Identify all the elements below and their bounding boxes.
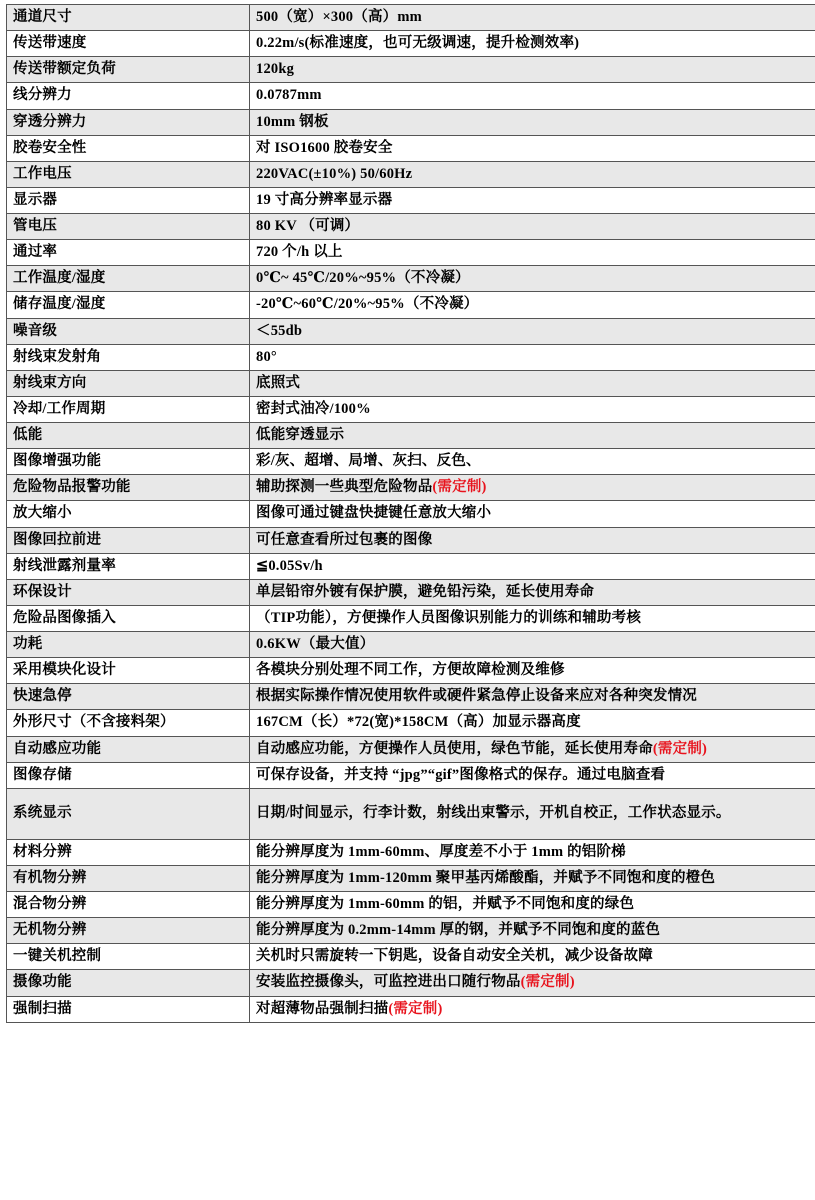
table-row — [7, 527, 815, 553]
spec-value-text: 日期/时间显示，行李计数，射线出束警示，开机自校正，工作状态显示。 — [256, 805, 731, 822]
spec-value-text: 对超薄物品强制扫描 — [256, 1000, 389, 1017]
spec-label: 有机物分辨 — [7, 865, 250, 891]
spec-value-note: (需定制) — [652, 740, 708, 757]
spec-value-text: 各模块分别处理不同工作，方便故障检测及维修 — [256, 662, 565, 679]
table-row — [7, 214, 815, 240]
specification-table — [6, 4, 815, 1023]
table-row — [7, 135, 815, 161]
spec-value-text: 自动感应功能，方便操作人员使用，绿色节能，延长使用寿命 — [256, 740, 653, 757]
spec-label: 通道尺寸 — [7, 5, 250, 31]
spec-value-note: (需定制) — [520, 974, 575, 991]
spec-value-text: 可任意查看所过包裹的图像 — [256, 531, 433, 548]
spec-label: 胶卷安全性 — [7, 135, 250, 161]
spec-value — [250, 423, 815, 449]
spec-value — [250, 684, 815, 710]
spec-label: 管电压 — [7, 214, 250, 240]
spec-value-text: 关机时只需旋转一下钥匙，设备自动安全关机，减少设备故障 — [256, 948, 653, 965]
spec-value-text: 167CM（长）*72(宽)*158CM（高）加显示器高度 — [256, 714, 581, 731]
table-row — [7, 579, 815, 605]
spec-value-text: 0.22m/s(标准速度，也可无级调速，提升检测效率) — [256, 35, 580, 52]
spec-label: 噪音级 — [7, 318, 250, 344]
spec-value-text: 辅助探测一些典型危险物品 — [256, 479, 433, 496]
spec-label: 自动感应功能 — [7, 736, 250, 762]
spec-value-text: 能分辨厚度为 1mm-60mm 的铝，并赋予不同饱和度的绿色 — [256, 896, 635, 912]
spec-label: 射线泄露剂量率 — [7, 553, 250, 579]
table-row — [7, 684, 815, 710]
spec-label: 储存温度/湿度 — [7, 292, 250, 318]
table-row — [7, 892, 815, 918]
table-row — [7, 788, 815, 839]
spec-value — [250, 266, 815, 292]
spec-value-text: 能分辨厚度为 0.2mm-14mm 厚的钢，并赋予不同饱和度的蓝色 — [256, 922, 661, 939]
spec-label: 功耗 — [7, 632, 250, 658]
spec-label: 工作温度/湿度 — [7, 266, 250, 292]
spec-value — [250, 605, 815, 631]
spec-value-text: 80° — [256, 348, 277, 365]
spec-label: 显示器 — [7, 187, 250, 213]
spec-value — [250, 918, 815, 944]
spec-value — [250, 553, 815, 579]
spec-value-text: 单层铅帘外镀有保护膜，避免铅污染，延长使用寿命 — [256, 583, 595, 600]
table-row — [7, 423, 815, 449]
table-row — [7, 240, 815, 266]
spec-value — [250, 109, 815, 135]
spec-value — [250, 83, 815, 109]
spec-label: 射线束方向 — [7, 370, 250, 396]
spec-value-note: (需定制) — [388, 1000, 443, 1017]
spec-value-text: 80 KV （可调） — [256, 218, 360, 234]
table-row — [7, 944, 815, 970]
table-row — [7, 396, 815, 422]
table-row — [7, 5, 815, 31]
spec-value-note: (需定制) — [432, 479, 487, 496]
spec-value-text: 密封式油冷/100% — [256, 400, 371, 417]
table-row — [7, 839, 815, 865]
spec-label: 放大缩小 — [7, 501, 250, 527]
spec-value — [250, 839, 815, 865]
spec-value-text: 120kg — [256, 61, 295, 78]
spec-label: 图像存储 — [7, 762, 250, 788]
spec-value — [250, 579, 815, 605]
spec-label: 快速急停 — [7, 684, 250, 710]
spec-label: 摄像功能 — [7, 970, 250, 996]
table-row — [7, 710, 815, 736]
table-row — [7, 109, 815, 135]
table-row — [7, 501, 815, 527]
spec-value-text: 10mm 钢板 — [256, 113, 329, 130]
spec-value — [250, 449, 815, 475]
spec-value — [250, 632, 815, 658]
spec-value-text: 彩/灰、超增、局增、灰扫、反色、 — [256, 453, 481, 470]
spec-value — [250, 762, 815, 788]
table-row — [7, 658, 815, 684]
spec-label: 低能 — [7, 423, 250, 449]
spec-value — [250, 788, 815, 839]
spec-value-text: 0.0787mm — [256, 87, 322, 104]
spec-label: 一键关机控制 — [7, 944, 250, 970]
spec-value-text: 720 个/h 以上 — [256, 244, 343, 261]
spec-value — [250, 865, 815, 891]
spec-value — [250, 161, 815, 187]
spec-label: 无机物分辨 — [7, 918, 250, 944]
spec-value-text: 500（宽）×300（高）mm — [256, 9, 422, 25]
spec-value — [250, 501, 815, 527]
spec-label: 图像回拉前进 — [7, 527, 250, 553]
table-row — [7, 632, 815, 658]
spec-value — [250, 527, 815, 553]
spec-value-text: 对 ISO1600 胶卷安全 — [256, 139, 393, 156]
table-row — [7, 970, 815, 996]
spec-value — [250, 135, 815, 161]
table-row — [7, 161, 815, 187]
table-row — [7, 449, 815, 475]
table-row — [7, 31, 815, 57]
spec-label: 射线束发射角 — [7, 344, 250, 370]
spec-value-text: 能分辨厚度为 1mm-60mm、厚度差不小于 1mm 的铝阶梯 — [256, 843, 626, 860]
spec-value — [250, 475, 815, 501]
table-row — [7, 83, 815, 109]
spec-value — [250, 318, 815, 344]
spec-label: 线分辨力 — [7, 83, 250, 109]
spec-value — [250, 370, 815, 396]
spec-value — [250, 658, 815, 684]
spec-value-text: 安装监控摄像头，可监控进出口随行物品 — [256, 974, 521, 991]
spec-value — [250, 240, 815, 266]
table-row — [7, 918, 815, 944]
spec-value-text: 根据实际操作情况使用软件或硬件紧急停止设备来应对各种突发情况 — [256, 688, 697, 705]
spec-value — [250, 970, 815, 996]
spec-value-text: 0.6KW（最大值） — [256, 636, 375, 652]
spec-value-text: 能分辨厚度为 1mm-120mm 聚甲基丙烯酸酯，并赋予不同饱和度的橙色 — [256, 869, 716, 886]
spec-value-text: 低能穿透显示 — [256, 427, 345, 443]
table-row — [7, 57, 815, 83]
spec-label: 系统显示 — [7, 788, 250, 839]
spec-value-text: 220VAC(±10%) 50/60Hz — [256, 165, 413, 182]
spec-label: 工作电压 — [7, 161, 250, 187]
spec-label: 采用模块化设计 — [7, 658, 250, 684]
spec-label: 传送带速度 — [7, 31, 250, 57]
table-row — [7, 865, 815, 891]
spec-value-text: 0℃~ 45℃/20%~95%（不冷凝） — [256, 270, 470, 287]
spec-value — [250, 214, 815, 240]
table-row — [7, 762, 815, 788]
spec-label: 冷却/工作周期 — [7, 396, 250, 422]
spec-value — [250, 710, 815, 736]
table-row — [7, 318, 815, 344]
spec-label: 通过率 — [7, 240, 250, 266]
table-row — [7, 187, 815, 213]
spec-label: 外形尺寸（不含接料架） — [7, 710, 250, 736]
table-row — [7, 553, 815, 579]
table-row — [7, 736, 815, 762]
spec-value-text: （TIP功能），方便操作人员图像识别能力的训练和辅助考核 — [256, 609, 642, 626]
spec-value — [250, 944, 815, 970]
spec-label: 危险物品报警功能 — [7, 475, 250, 501]
spec-value — [250, 57, 815, 83]
spec-value — [250, 31, 815, 57]
spec-label: 强制扫描 — [7, 996, 250, 1022]
spec-label: 混合物分辨 — [7, 892, 250, 918]
spec-label: 环保设计 — [7, 579, 250, 605]
spec-label: 危险品图像插入 — [7, 605, 250, 631]
table-row — [7, 370, 815, 396]
spec-value — [250, 187, 815, 213]
table-row — [7, 605, 815, 631]
spec-value — [250, 892, 815, 918]
spec-value-text: -20℃~60℃/20%~95%（不冷凝） — [256, 296, 479, 313]
spec-table-body — [7, 5, 815, 1023]
table-row — [7, 475, 815, 501]
spec-value — [250, 344, 815, 370]
spec-value-text: 底照式 — [256, 374, 301, 391]
spec-value — [250, 396, 815, 422]
spec-value-text: 19 寸高分辨率显示器 — [256, 191, 393, 208]
table-row — [7, 292, 815, 318]
table-row — [7, 996, 815, 1022]
spec-value — [250, 5, 815, 31]
spec-label: 材料分辨 — [7, 839, 250, 865]
spec-label: 图像增强功能 — [7, 449, 250, 475]
spec-label: 传送带额定负荷 — [7, 57, 250, 83]
spec-value — [250, 736, 815, 762]
spec-value — [250, 996, 815, 1022]
spec-value-text: 图像可通过键盘快捷键任意放大缩小 — [256, 505, 492, 522]
table-row — [7, 266, 815, 292]
spec-value-text: ＜55db — [256, 322, 303, 339]
spec-value — [250, 292, 815, 318]
table-row — [7, 344, 815, 370]
spec-value-text: ≦0.05Sv/h — [256, 557, 323, 574]
spec-value-text: 可保存设备，并支持 “jpg”“gif”图像格式的保存。通过电脑查看 — [256, 766, 666, 783]
spec-label: 穿透分辨力 — [7, 109, 250, 135]
